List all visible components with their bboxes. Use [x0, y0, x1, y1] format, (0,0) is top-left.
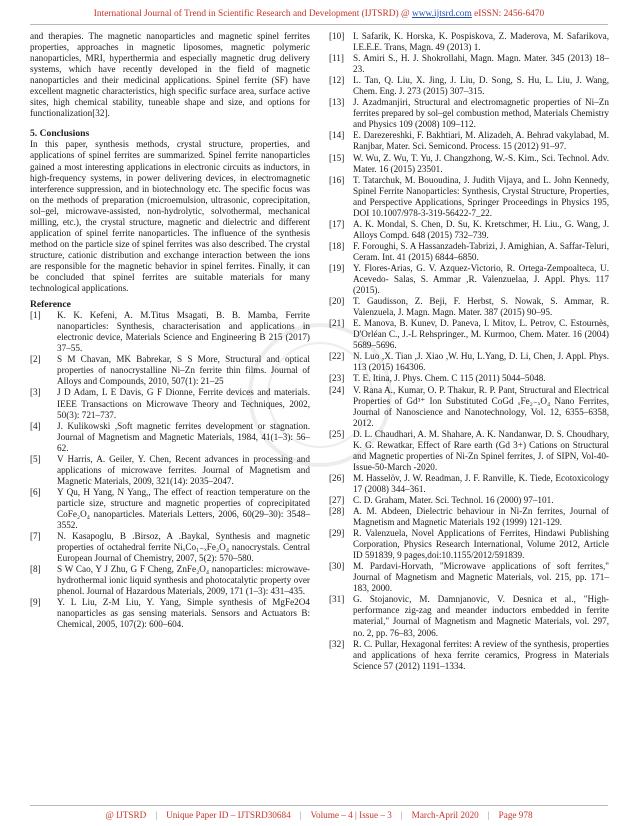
reference-number: [2]	[30, 354, 41, 365]
reference-number: [11]	[329, 53, 344, 64]
journal-name: International Journal of Trend in Scientific Research and Development (IJTSRD) @	[93, 9, 412, 19]
reference-item	[30, 597, 310, 630]
reference-text: J. Kulikowski ,Soft magnetic ferrites development or stagnation. Journal of Magnetism and Magnetic Materials, 1984, 41(1–3): 56–62.	[57, 420, 310, 453]
reference-text: R. Valenzuela, Novel Applications of Ferrites, Hindawi Publishing Corporation, Physics Research International, Volume 2012, Article ID 591839, 9 pages,doi:10.1155/2012/591839.	[353, 528, 609, 561]
reference-text: Y. Flores-Arias, G. V. Azquez-Victorio, R. Ortega-Zempoalteca, U. Acevedo- Salas, S. Ammar ,R. Valenzuelaa, J. Appl. Phys. 117 (2015).	[353, 262, 609, 296]
reference-item	[329, 241, 609, 263]
reference-text: V Harris, A. Geiler, Y. Chen, Recent advances in processing and applications of microwave ferrites. Journal of Magnetism and Magnetic Materials, 2009, 321(14): 2035–2047.	[57, 453, 310, 486]
footer-date: March-April 2020	[411, 810, 479, 820]
journal-website-link[interactable]: www.ijtsrd.com	[411, 9, 472, 19]
reference-number: [28]	[329, 506, 345, 517]
footer-paper-id: Unique Paper ID – IJTSRD30684	[166, 810, 291, 820]
reference-item	[329, 31, 609, 53]
reference-text: A. M. Abdeen, Dielectric behaviour in Ni-Zn ferrites, Journal of Magnetism and Magnetic Materials 192 (1999) 121-129.	[353, 506, 609, 528]
reference-list-right	[329, 31, 609, 672]
reference-number: [15]	[329, 152, 345, 163]
reference-text: K. K. Kefeni, A. M.Titus Msagati, B. B. Mamba, Ferrite nanoparticles: Synthesis, characterisation and applications in electronic device, Materials Science and Engineering B 215 (2017) 37–55.	[57, 310, 310, 354]
reference-text: T. Tatarchuk, M. Bououdina, J. Judith Vijaya, and L. John Kennedy, Spinel Ferrite Nanoparticles: Synthesis, Crystal Structure, Properties, and Perspective Applications, Springer Proceedings in Physics 195, DOI 10.1007/978-3-319-56422-7_22.	[353, 174, 609, 218]
reference-number: [31]	[329, 594, 345, 605]
reference-item	[329, 296, 609, 318]
running-header	[0, 9, 638, 19]
reference-number: [13]	[329, 97, 345, 108]
reference-number: [29]	[329, 528, 345, 539]
reference-number: [24]	[329, 384, 345, 395]
reference-text: V. Rana A., Kumar, O. P. Thakur, R. P. Pant, Structural and Electrical Properties of Gd³⁺ Ion Substituted CoGd ₓFe₂₋ₓO₄ Nano Ferrites, Journal of Nanoscience and Nanotechnology, Vol. 12, 6355–6358, 2012.	[353, 384, 609, 428]
reference-number: [26]	[329, 472, 345, 483]
reference-text: T. Gaudisson, Z. Beji, F. Herbst, S. Nowak, S. Ammar, R. Valenzuela, J. Magn. Magn. Mater. 387 (2015) 90–95.	[353, 296, 609, 318]
reference-item	[30, 310, 310, 354]
reference-number: [19]	[329, 262, 345, 273]
reference-item	[329, 561, 609, 594]
reference-item	[329, 318, 609, 351]
reference-text: E. Darezereshki, F. Bakhtiari, M. Alizadeh, A. Behrad vakylabad, M. Ranjbar, Mater. Sci. Semicond. Process. 15 (2012) 91–97.	[353, 130, 609, 152]
reference-item	[30, 487, 310, 531]
footer-brand: @ IJTSRD	[105, 810, 147, 820]
reference-item	[30, 354, 310, 387]
reference-item	[329, 385, 609, 429]
reference-item	[329, 130, 609, 152]
conclusions-paragraph: In this paper, synthesis methods, crystal structure, properties, and applications of spinel ferrites are summarized. Spinel ferrite nanoparticles gained a most interesting applications in electronic circuits as inductors, in high-frequency systems, in power delivering devices, in electromagnetic interference suppression, and in biotechnology etc. The specific focus was on the methods of preparation (microemulsion, ultrasonic, coprecipitation, sol–gel, microwave-assisted, non-hydrolytic, solvothermal, mechanical milling, etc.), the crystal structure, magnetic and dielectric and different application of spinel ferrite nanoparticles. The influence of the synthesis method on the particle size of spinel ferrites was also described. The crystal structure, cationic distribution and exchange interaction between the ions are responsible for the magnetic behavior in spinel ferrites. Finally, it can be concluded that spinel ferrites are suitable materials for many technological applications.	[30, 139, 310, 294]
reference-number: [25]	[329, 428, 345, 439]
reference-text: A. K. Mondal, S. Chen, D. Su, K. Kretschmer, H. Liu., G. Wang, J. Alloys Compd. 648 (2015) 732–739.	[353, 218, 609, 240]
reference-item	[329, 351, 609, 373]
reference-text: I. Safarik, K. Horska, K. Pospiskova, Z. Maderova, M. Safarikova, I.E.E.E. Trans, Magn. 49 (2013) 1.	[353, 31, 609, 53]
reference-number: [4]	[30, 420, 41, 431]
reference-item	[329, 153, 609, 175]
reference-text: N. Kasapoglu, B .Birsoz, A .Baykal, Synthesis and magnetic properties of octahedral ferrite NiₓCo₁₋ₓFe₂O₄ nanocrystals. Central European Journal of Chemistry, 2007, 5(2): 570–580.	[57, 531, 310, 564]
left-column	[30, 31, 310, 630]
reference-number: [3]	[30, 387, 41, 398]
reference-number: [8]	[30, 564, 41, 575]
reference-item	[329, 506, 609, 528]
reference-text: G. Stojanovic, M. Damnjanovic, V. Desnica et al., "High-performance zig-zag and meander inductors embedded in ferrite material," Journal of Magnetism and Magnetic Materials, vol. 297, no. 2, pp. 76–83, 2006.	[353, 594, 609, 638]
reference-number: [10]	[329, 31, 345, 41]
conclusions-heading: 5. Conclusions	[30, 128, 90, 140]
reference-list-left	[30, 310, 310, 630]
reference-item	[30, 387, 310, 420]
reference-item	[30, 421, 310, 454]
reference-number: [1]	[30, 310, 41, 321]
reference-item	[329, 495, 609, 506]
reference-item	[329, 373, 609, 384]
reference-text: M. Hasselöv, J. W. Readman, J. F. Ranville, K. Tiede, Ecotoxicology 17 (2008) 344–361.	[353, 472, 609, 494]
reference-item	[329, 473, 609, 495]
footer-volume: Volume – 4 | Issue – 3	[310, 810, 392, 820]
reference-number: [32]	[329, 638, 345, 649]
reference-text: C. D. Graham, Mater. Sci. Technol. 16 (2000) 97–101.	[353, 494, 554, 505]
reference-number: [30]	[329, 561, 345, 572]
reference-text: S. Amiri S., H. J. Shokrollahi, Magn. Magn. Mater. 345 (2013) 18–23.	[353, 53, 609, 75]
reference-number: [23]	[329, 373, 345, 384]
reference-number: [7]	[30, 531, 41, 542]
reference-text: F. Foroughi, S. A Hassanzadeh-Tabrizi, J. Amighian, A. Saffar-Teluri, Ceram. Int. 41 (2015) 6844–6850.	[353, 240, 609, 262]
reference-item	[329, 97, 609, 130]
reference-number: [6]	[30, 486, 41, 497]
reference-item	[329, 219, 609, 241]
reference-item	[329, 528, 609, 561]
reference-heading: Reference	[30, 299, 71, 311]
reference-text: S M Chavan, MK Babrekar, S S More, Structural and optical properties of nanocrystalline Ni–Zn ferrite thin films. Journal of Alloys and Compounds, 2010, 507(1): 21–25	[57, 354, 310, 387]
reference-item	[329, 429, 609, 473]
reference-item	[329, 53, 609, 75]
reference-number: [18]	[329, 240, 345, 251]
reference-number: [17]	[329, 218, 345, 229]
reference-number: [5]	[30, 453, 41, 464]
reference-text: R. C. Pullar, Hexagonal ferrites: A review of the synthesis, properties and applications of hexa ferrite ceramics, Progress in Materials Science 57 (2012) 1191–1334.	[353, 638, 609, 671]
reference-number: [14]	[329, 130, 345, 141]
reference-text: S W Cao, Y J Zhu, G F Cheng, ZnFe₂O₄ nanoparticles: microwave-hydrothermal ionic liquid synthesis and photocatalytic property over phenol. Journal of Hazardous Materials, 2009, 171 (1–3): 431–435.	[57, 564, 310, 597]
reference-item	[329, 263, 609, 296]
reference-text: E. Manova, B. Kunev, D. Paneva, I. Mitov, L. Petrov, C. Estournès, D'Orléan C., J.-L Rehspringer., M. Kurmoo, Chem. Mater. 16 (2004) 5689–5696.	[353, 318, 609, 351]
reference-number: [16]	[329, 174, 345, 185]
reference-item	[329, 639, 609, 672]
reference-number: [22]	[329, 351, 345, 362]
reference-text: L. Tan, Q. Liu, X. Jing, J. Liu, D. Song, S. Hu, L. Liu, J. Wang, Chem. Eng. J. 273 (2015) 307–315.	[353, 75, 609, 97]
reference-item	[329, 75, 609, 97]
running-footer: @ IJTSRD | Unique Paper ID – IJTSRD30684 | Volume – 4 | Issue – 3 | March-April 2020 | Page 978	[105, 810, 533, 820]
reference-number: [12]	[329, 75, 345, 86]
reference-number: [9]	[30, 597, 41, 608]
issn-text: eISSN: 2456-6470	[471, 9, 545, 19]
reference-number: [21]	[329, 318, 345, 329]
reference-text: D. L. Chaudhari, A. M. Shahare, A. K. Nandanwar, D. S. Choudhary, K. G. Rewatkar, Effect of Rare earth (Gd 3+) Cations on Structural and Magnetic properties of Ni-Zn Spinel ferrites, J. of SIPN, Vol-40-Issue-50-March -2020.	[353, 428, 609, 472]
footer-page-number: Page 978	[498, 810, 533, 820]
reference-item	[329, 175, 609, 219]
reference-item	[30, 531, 310, 564]
footer-divider	[30, 805, 608, 806]
reference-text: T. E. Itina, J. Phys. Chem. C 115 (2011) 5044–5048.	[353, 373, 546, 384]
reference-text: M. Pardavi-Horvath, "Microwave applications of soft ferrites," Journal of Magnetism and Magnetic Materials, vol. 215, pp. 171–183, 2000.	[353, 561, 609, 594]
reference-item	[30, 564, 310, 597]
reference-text: J D Adam, L E Davis, G F Dionne, Ferrite devices and materials. IEEE Transactions on Microwave Theory and Techniques, 2002, 50(3): 721–737.	[57, 387, 310, 420]
reference-item	[329, 594, 609, 638]
header-divider	[30, 24, 608, 25]
right-column	[329, 31, 609, 672]
reference-text: J. Azadmanjiri, Structural and electromagnetic properties of Ni–Zn ferrites prepared by sol–gel combustion method, Materials Chemistry and Physics 109 (2008) 109–112.	[353, 97, 609, 130]
reference-text: W. Wu, Z. Wu, T. Yu, J. Changzhong, W.-S. Kim., Sci. Technol. Adv. Mater. 16 (2015) 23501.	[353, 152, 609, 174]
reference-text: Y Qu, H Yang, N Yang,, The effect of reaction temperature on the particle size, structure and magnetic properties of coprecipitated CoFe₂O₄ nanoparticles. Materials Letters, 2006, 60(29–30): 3548–3552.	[57, 486, 310, 531]
reference-text: Y. L Liu, Z-M Liu, Y. Yang, Simple synthesis of MgFe2O4 nanoparticles as gas sensing materials. Sensors and Actuators B: Chemical, 2005, 107(2): 600–604.	[57, 597, 310, 630]
reference-item	[30, 454, 310, 487]
reference-number: [20]	[329, 296, 345, 307]
intro-paragraph: and therapies. The magnetic nanoparticles and magnetic spinel ferrites properties, approaches in magnetic liposomes, magnetic polymeric nanoparticles, MRI, hyperthermia and especially magnetic drug delivery systems, which have recently developed in the field of magnetic nanoparticles and their medicinal applications. Spinel ferrite (SF) have excellent magnetic characteristics, high specific surface area, surface active sites, high chemical stability, tuneable shape and size, and options for functionalization[32].	[30, 31, 310, 119]
reference-number: [27]	[329, 494, 345, 505]
reference-text: N. Luo ,X. Tian ,J. Xiao ,W. Hu, L.Yang, D. Li, Chen, J. Appl. Phys. 113 (2015) 164306.	[353, 351, 609, 373]
